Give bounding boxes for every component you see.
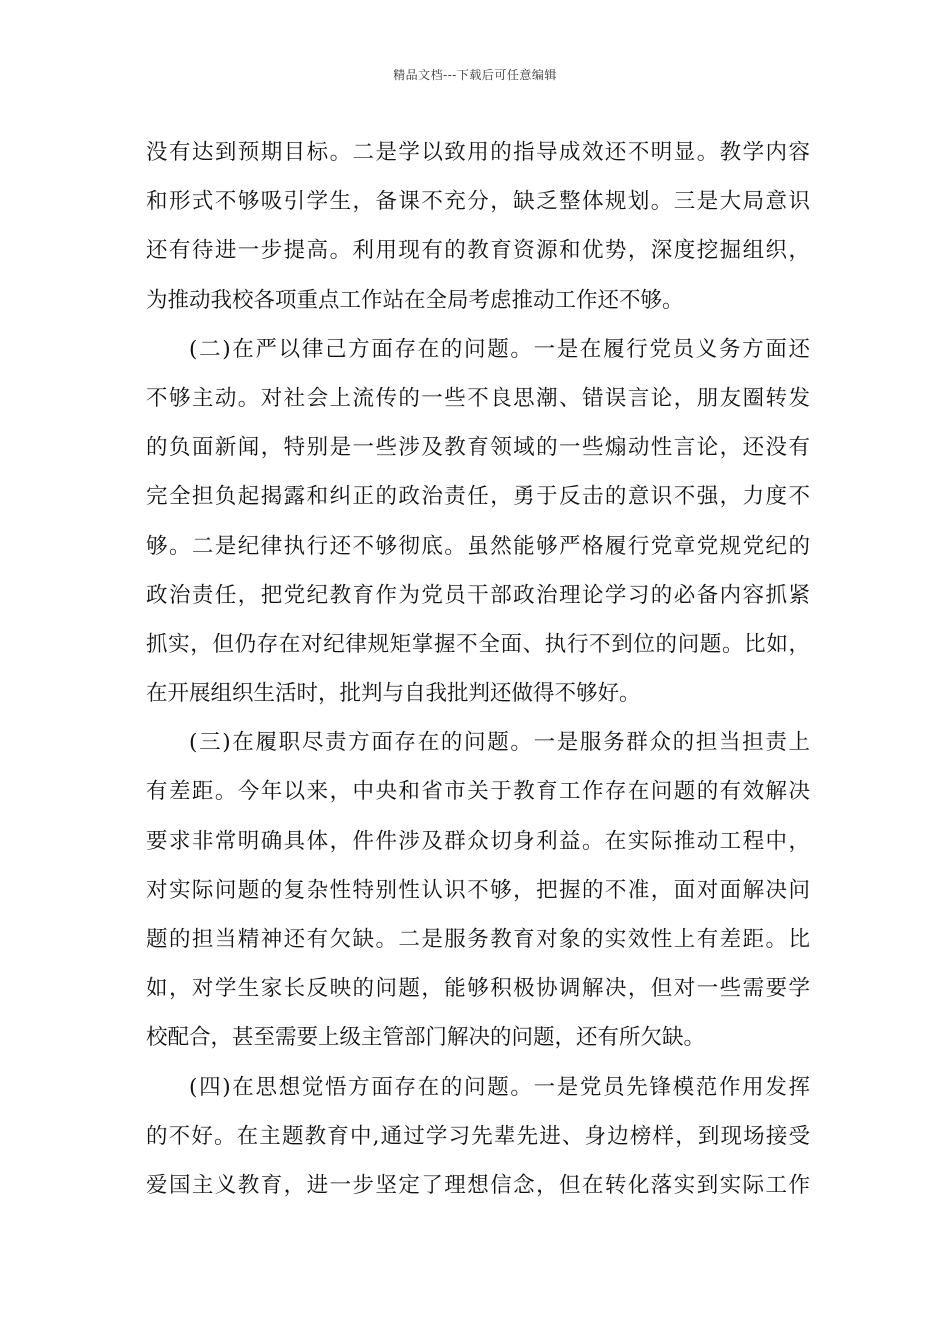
text-line: (二)在严以律己方面存在的问题。一是在履行党员义务方面还: [189, 336, 810, 362]
text-line: 的负面新闻，特别是一些涉及教育领域的一些煽动性言论，还没有: [146, 435, 810, 461]
text-line: 的不好。在主题教育中,通过学习先辈先进、身边榜样，到现场接受: [146, 1123, 810, 1149]
text-line: 有差距。今年以来，中央和省市关于教育工作存在问题的有效解决: [146, 779, 810, 805]
text-line: 如，对学生家长反映的问题，能够积极协调解决，但对一些需要学: [146, 976, 810, 1002]
text-line: (四)在思想觉悟方面存在的问题。一是党员先锋模范作用发挥: [189, 1074, 810, 1100]
text-line: 不够主动。对社会上流传的一些不良思潮、错误言论，朋友圈转发: [146, 385, 810, 411]
text-line: (三)在履职尽责方面存在的问题。一是服务群众的担当担责上: [189, 730, 810, 756]
text-line: 题的担当精神还有欠缺。二是服务教育对象的实效性上有差距。比: [146, 927, 810, 952]
text-line: 没有达到预期目标。二是学以致用的指导成效还不明显。教学内容: [146, 140, 810, 165]
page-header: 精品文档---下载后可任意编辑: [393, 68, 557, 82]
paragraph-3: [146, 723, 810, 1067]
text-line: 抓实，但仍存在对纪律规矩掌握不全面、执行不到位的问题。比如，: [146, 631, 810, 657]
text-line: 还有待进一步提高。利用现有的教育资源和优势，深度挖掘组织，: [146, 238, 810, 264]
text-line: 要求非常明确具体，件件涉及群众切身利益。在实际推动工程中，: [146, 828, 810, 854]
paragraph-2: [146, 330, 810, 724]
document-body: [146, 133, 810, 1215]
text-line: 和形式不够吸引学生，备课不充分，缺乏整体规划。三是大局意识: [146, 189, 810, 215]
text-line: 为推动我校各项重点工作站在全局考虑推动工作还不够。: [146, 287, 684, 313]
text-line: 在开展组织生活时，批判与自我批判还做得不够好。: [146, 681, 641, 707]
paragraph-4: [146, 1068, 810, 1216]
text-line: 校配合，甚至需要上级主管部门解决的问题，还有所欠缺。: [146, 1025, 706, 1051]
text-line: 政治责任，把党纪教育作为党员干部政治理论学习的必备内容抓紧: [146, 582, 810, 608]
text-line: 对实际问题的复杂性特别性认识不够，把握的不准，面对面解决问: [146, 877, 810, 903]
text-line: 完全担负起揭露和纠正的政治责任，勇于反击的意识不强，力度不: [146, 484, 810, 510]
paragraph-1: [146, 133, 810, 330]
text-line: 够。二是纪律执行还不够彻底。虽然能够严格履行党章党规党纪的: [146, 533, 810, 559]
text-line: 爱国主义教育，进一步坚定了理想信念，但在转化落实到实际工作: [146, 1172, 810, 1198]
